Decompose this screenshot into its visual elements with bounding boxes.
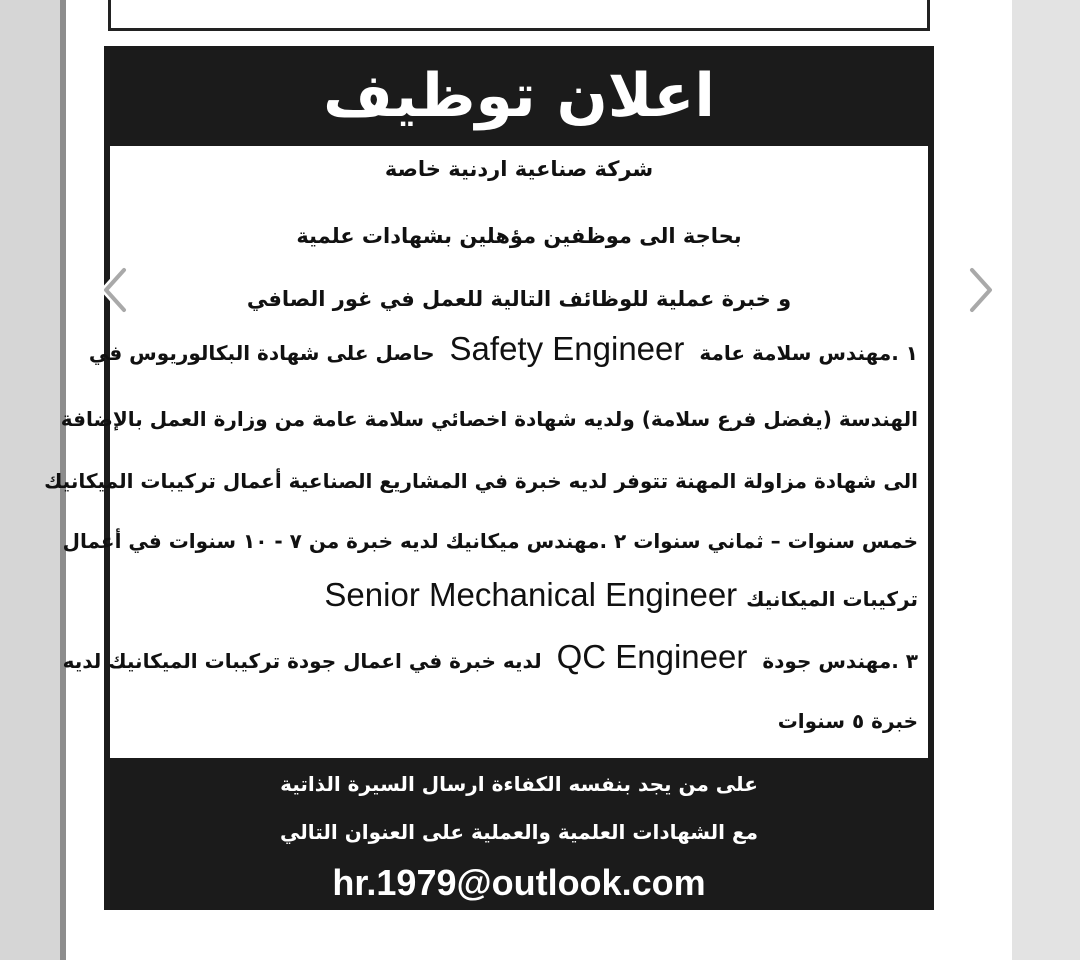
next-page-button[interactable] <box>958 262 1004 318</box>
job1-title-en: Safety Engineer <box>449 330 685 367</box>
job-advertisement <box>44 46 934 910</box>
job2-prefix: تركيبات الميكانيك <box>746 587 918 611</box>
job1-suffix: حاصل على شهادة البكالوريوس في <box>88 341 435 365</box>
job1-line3: الى شهادة مزاولة المهنة تتوفر لديه خبرة في المشاريع الصناعية أعمال تركيبات الميكانيك <box>44 469 918 493</box>
contact-email[interactable]: hr.1979@outlook.com <box>332 862 706 903</box>
job1-line2: الهندسة (يفضل فرع سلامة) ولديه شهادة اخصائي سلامة عامة من وزارة العمل بالإضافة <box>60 407 918 431</box>
right-gutter <box>1012 0 1080 960</box>
job3-title-en: QC Engineer <box>556 638 748 675</box>
need-line: بحاجة الى موظفين مؤهلين بشهادات علمية <box>296 224 742 248</box>
job2-line <box>118 576 918 614</box>
footer-line1: على من يجد بنفسه الكفاءة ارسال السيرة الذاتية <box>280 772 758 796</box>
ad-footer <box>104 758 934 910</box>
job3-prefix: ٣ .مهندس جودة <box>762 649 918 673</box>
job1-line1 <box>88 330 918 368</box>
footer-line2: مع الشهادات العلمية والعملية على العنوان التالي <box>279 820 759 844</box>
job3-line1 <box>62 638 918 676</box>
chevron-left-icon <box>100 266 130 314</box>
previous-ad-box <box>108 0 930 31</box>
ad-title: اعلان توظيف <box>323 61 715 131</box>
job1-line4: خمس سنوات – ثماني سنوات ٢ .مهندس ميكانيك لديه خبرة من ٧ - ١٠ سنوات في أعمال <box>62 529 918 553</box>
chevron-right-icon <box>966 266 996 314</box>
ad-body <box>44 146 928 758</box>
previous-page-button[interactable] <box>92 262 138 318</box>
experience-line: و خبرة عملية للوظائف التالية للعمل في غور الصافي <box>246 287 792 311</box>
job3-suffix: لديه خبرة في اعمال جودة تركيبات الميكانيك لديه <box>62 649 542 673</box>
job1-prefix: ١ .مهندس سلامة عامة <box>699 341 918 365</box>
company-line: شركة صناعية اردنية خاصة <box>384 157 654 181</box>
job2-title-en: Senior Mechanical Engineer <box>324 576 738 613</box>
job3-line2: خبرة ٥ سنوات <box>777 709 918 733</box>
